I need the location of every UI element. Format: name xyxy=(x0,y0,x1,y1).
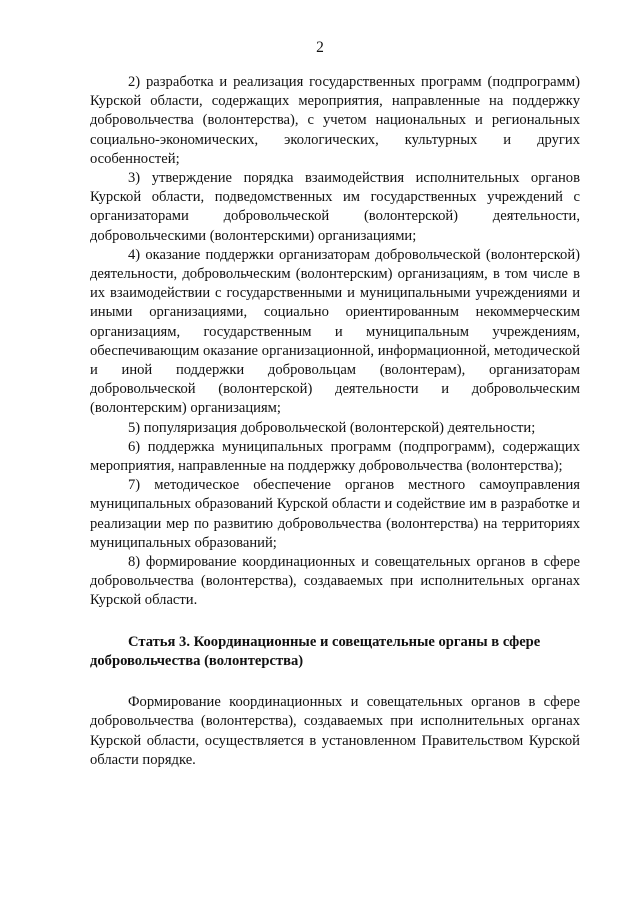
list-item-6: 6) поддержка муниципальных программ (подпрограмм), содержащих мероприятия, направленные на поддержку добровольчества (волонтерства); xyxy=(90,438,580,475)
page-number: 2 xyxy=(316,39,324,56)
closing-paragraph: Формирование координационных и совещательных органов в сфере добровольчества (волонтерства), создаваемых при исполнительных органах Курской области, осуществляется в установленном Правительством Курской области порядке. xyxy=(90,694,580,768)
list-item-4: 4) оказание поддержки организаторам добровольческой (волонтерской) деятельности, добровольческим (волонтерским) организациям, в том числе в их взаимодействии с государственными и муниципальными учреждениями и иными организациями, социально ориентированным некоммерческим организациям, государственным и муниципальным учреждениям, обеспечивающим оказание организационной, информационной, методической и иной поддержки добровольцам (волонтерам), организаторам добровольческой (волонтерской) деятельности и добровольческим (волонтерским) организациям; xyxy=(90,246,580,417)
document-body xyxy=(90,73,580,770)
list-item-7: 7) методическое обеспечение органов местного самоуправления муниципальных образований Курской области и содействие им в разработке и реализации мер по развитию добровольчества (волонтерства) на территориях муниципальных образований; xyxy=(90,477,580,551)
list-item-3: 3) утверждение порядка взаимодействия исполнительных органов Курской области, подведомственных им государственных учреждений с организаторами добровольческой (волонтерской) деятельности, добровольческими (волонтерскими) организациями; xyxy=(90,170,580,244)
list-item-5: 5) популяризация добровольческой (волонтерской) деятельности; xyxy=(128,419,536,436)
list-item-2: 2) разработка и реализация государственных программ (подпрограмм) Курской области, содержащих мероприятия, направленные на поддержку добровольчества (волонтерства), с учетом национальных и региональных социально-экономических, экологических, культурных и других особенностей; xyxy=(90,74,580,167)
article-heading: Статья 3. Координационные и совещательные органы в сфере добровольчества (волонтерства) xyxy=(90,633,541,669)
list-item-8: 8) формирование координационных и совещательных органов в сфере добровольчества (волонтерства), создаваемых при исполнительных органах Курской области. xyxy=(90,554,580,609)
